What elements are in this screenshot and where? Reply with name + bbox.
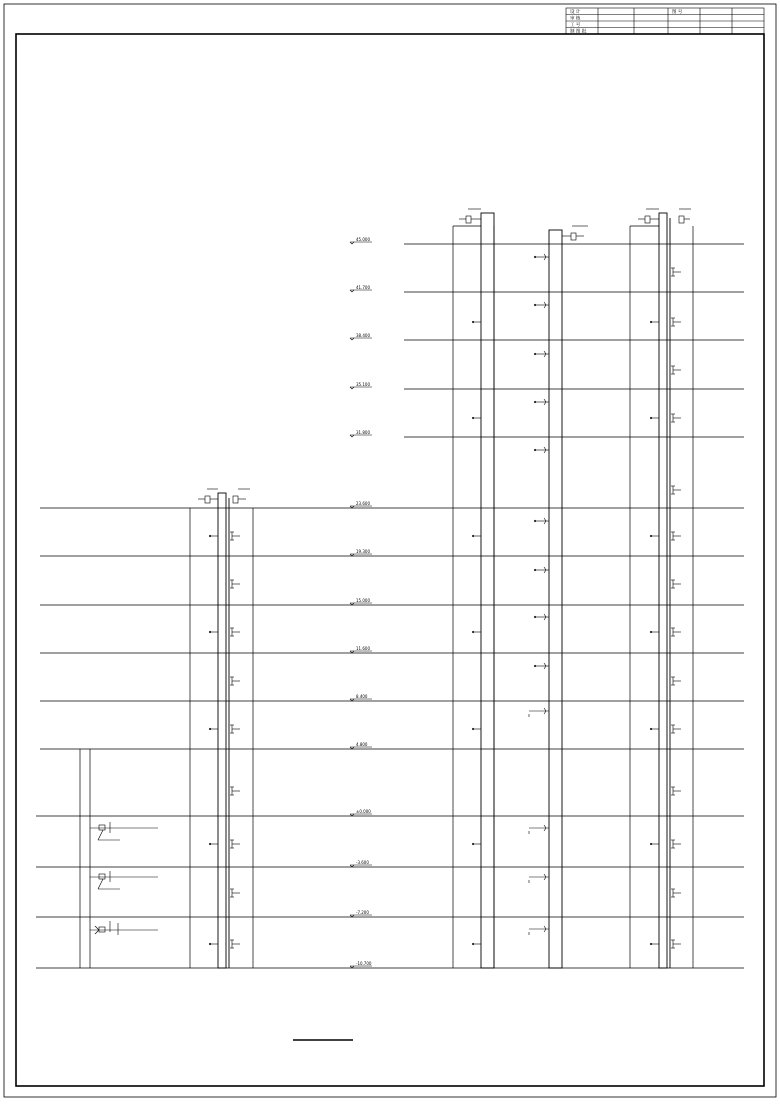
elevation-label: 11.600 (356, 646, 370, 651)
basement-branch (90, 822, 158, 840)
branch-fittings (209, 254, 681, 948)
elevation-labels (356, 237, 372, 966)
full-floor-lines (36, 508, 744, 968)
elevation-label: 8.400 (356, 694, 368, 699)
elevation-label: -7.200 (356, 910, 369, 915)
riser-pipe (218, 493, 226, 968)
roof-vent-caps (198, 209, 691, 503)
elevation-label: -3.600 (356, 860, 369, 865)
elevation-label: -10.700 (356, 961, 372, 966)
elevation-label: 19.300 (356, 549, 370, 554)
elevation-label: 38.400 (356, 333, 370, 338)
elevation-label: 15.000 (356, 598, 370, 603)
title-block-label: 审 核 (570, 16, 581, 22)
riser-pipe (659, 213, 667, 968)
title-block-label: 制 图 批 (570, 29, 587, 35)
elevation-label: 41.700 (356, 285, 370, 290)
elevation-label: ±0.000 (356, 809, 371, 814)
riser-pipe (481, 213, 494, 968)
elevation-label: 45.000 (356, 237, 370, 242)
title-block-label: 工 号 (570, 23, 581, 28)
elevation-label: 23.600 (356, 501, 370, 506)
riser-pipe (549, 230, 562, 968)
basement-branch (90, 921, 158, 935)
main-risers (218, 213, 670, 968)
elevation-label: 35.100 (356, 382, 370, 387)
inner-border (16, 34, 764, 1086)
building-outlines (80, 226, 693, 968)
basement-branches (90, 822, 158, 935)
outer-border (4, 4, 776, 1097)
elevation-label: 31.800 (356, 430, 370, 435)
elevation-label: 4.800 (356, 742, 368, 747)
title-block (566, 8, 764, 34)
title-block-header: 图 号 (672, 10, 683, 15)
title-block-label: 设 计 (570, 10, 581, 15)
basement-branch (90, 871, 158, 889)
